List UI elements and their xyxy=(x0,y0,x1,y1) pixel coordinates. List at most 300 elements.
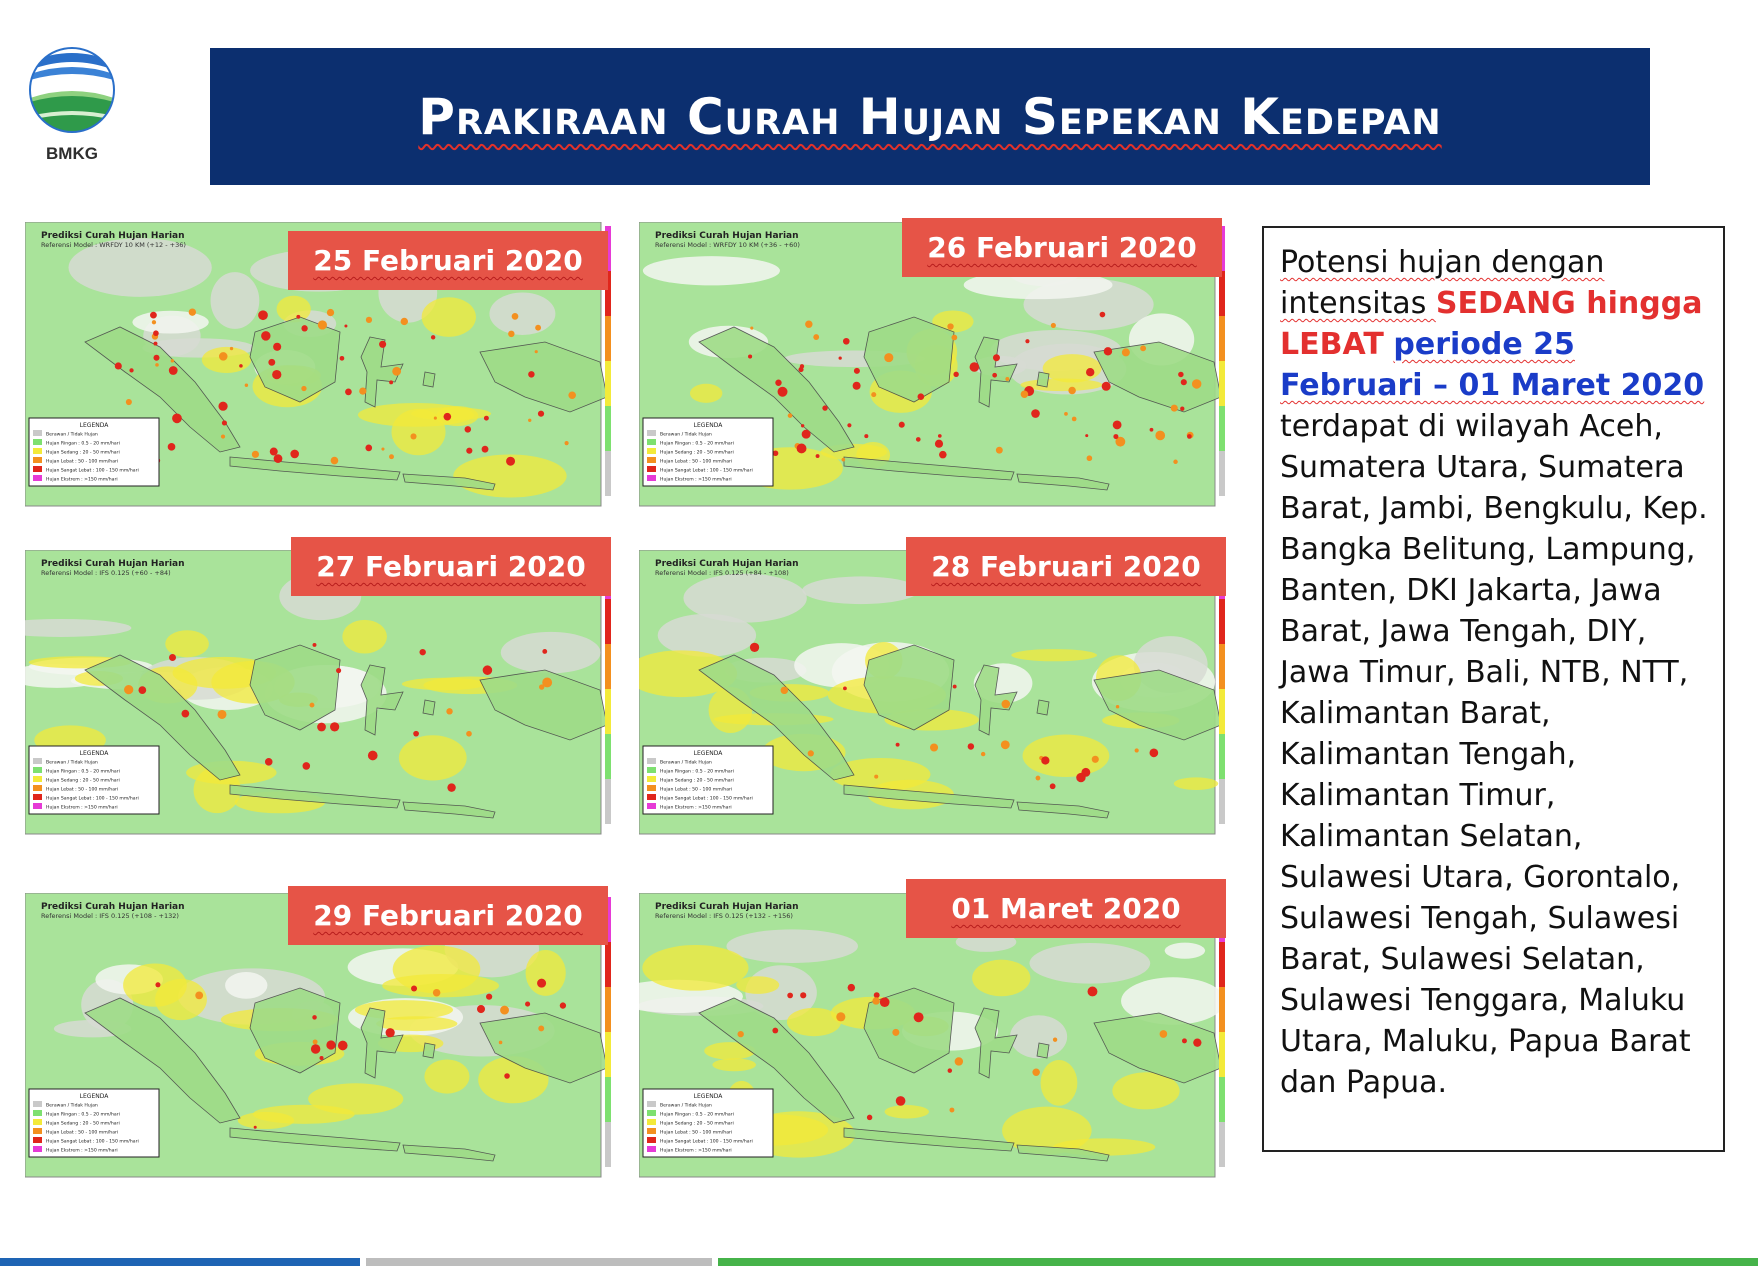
legend-swatch xyxy=(647,430,656,436)
legend-swatch xyxy=(647,1119,656,1125)
legend-label: Berawan / Tidak Hujan xyxy=(660,760,712,766)
moderate-rain-area xyxy=(392,409,446,455)
legend-swatch xyxy=(33,1146,42,1152)
heavy-rain-spot xyxy=(171,359,174,362)
heavy-rain-spot xyxy=(301,325,307,331)
legend-label: Berawan / Tidak Hujan xyxy=(660,432,712,438)
heavy-rain-spot xyxy=(413,731,419,737)
heavy-rain-spot xyxy=(222,420,227,425)
heavy-rain-spot xyxy=(312,1015,317,1020)
heavy-rain-spot xyxy=(365,445,372,452)
map-model: Referensi Model : IFS 0.125 (+132 - +156) xyxy=(655,912,793,920)
heavy-rain-spot xyxy=(150,312,157,319)
heavy-rain-spot xyxy=(181,710,189,718)
map-legend xyxy=(643,418,773,486)
heavy-rain-spot xyxy=(389,380,393,384)
legend-title: LEGENDA xyxy=(693,1093,723,1100)
legend-label: Berawan / Tidak Hujan xyxy=(46,1103,98,1109)
legend-label: Berawan / Tidak Hujan xyxy=(46,432,98,438)
moderate-rain-area xyxy=(123,964,187,1007)
heavy-rain-spot xyxy=(1051,323,1056,328)
heavy-rain-spot xyxy=(265,758,273,766)
map-model: Referensi Model : IFS 0.125 (+60 - +84) xyxy=(41,569,171,577)
legend-swatch xyxy=(647,785,656,791)
heavy-rain-spot xyxy=(992,373,997,378)
bmkg-globe-icon xyxy=(22,40,122,140)
heavy-rain-spot xyxy=(1100,312,1106,318)
date-badge: 01 Maret 2020 xyxy=(906,879,1226,938)
heavy-rain-spot xyxy=(867,1115,872,1120)
heavy-rain-spot xyxy=(839,357,842,360)
heavy-rain-spot xyxy=(508,331,514,337)
highlight-period: periode 25 Februari – 01 Maret 2020 xyxy=(1280,327,1705,403)
heavy-rain-spot xyxy=(1150,749,1159,758)
map-header xyxy=(41,902,185,920)
heavy-rain-spot xyxy=(535,350,538,353)
heavy-rain-spot xyxy=(953,372,958,377)
heavy-rain-spot xyxy=(738,1031,744,1037)
heavy-rain-spot xyxy=(126,399,132,405)
heavy-rain-spot xyxy=(447,783,455,791)
heavy-rain-spot xyxy=(1155,431,1165,441)
heavy-rain-spot xyxy=(916,437,921,442)
heavy-rain-spot xyxy=(842,458,846,462)
heavy-rain-spot xyxy=(153,330,159,336)
heavy-rain-spot xyxy=(446,708,452,714)
heavy-rain-spot xyxy=(538,411,544,417)
legend-swatch xyxy=(33,758,42,764)
map-header xyxy=(41,231,186,249)
heavy-rain-spot xyxy=(775,380,781,386)
heavy-rain-spot xyxy=(1085,434,1088,437)
map-model: Referensi Model : IFS 0.125 (+84 - +108) xyxy=(655,569,789,577)
heavy-rain-spot xyxy=(290,450,299,459)
heavy-rain-spot xyxy=(1140,345,1146,351)
heavy-rain-spot xyxy=(781,687,788,694)
heavy-rain-spot xyxy=(813,334,819,340)
heavy-rain-spot xyxy=(750,327,753,330)
heavy-rain-spot xyxy=(1001,700,1010,709)
heavy-rain-spot xyxy=(542,649,547,654)
cloud-area xyxy=(501,632,601,674)
heavy-rain-spot xyxy=(935,440,943,448)
moderate-rain-area xyxy=(642,945,748,991)
heavy-rain-spot xyxy=(338,1041,348,1051)
heavy-rain-spot xyxy=(219,352,228,361)
heavy-rain-spot xyxy=(528,371,534,377)
heavy-rain-spot xyxy=(155,982,160,987)
heavy-rain-spot xyxy=(500,1006,509,1015)
heavy-rain-spot xyxy=(1072,417,1077,422)
legend-label: Hujan Sangat Lebat : 100 - 150 mm/hari xyxy=(46,468,139,474)
heavy-rain-spot xyxy=(918,393,925,400)
heavy-rain-spot xyxy=(311,1044,320,1053)
heavy-rain-spot xyxy=(296,315,300,319)
legend-label: Hujan Ringan : 0.5 - 20 mm/hari xyxy=(660,1112,734,1118)
island-outline xyxy=(423,1043,435,1058)
map-legend xyxy=(643,1089,773,1157)
heavy-rain-spot xyxy=(313,1039,318,1044)
heavy-rain-spot xyxy=(230,347,233,350)
moderate-rain-area xyxy=(1041,1060,1078,1106)
heavy-rain-spot xyxy=(1113,434,1118,439)
legend-label: Hujan Sangat Lebat : 100 - 150 mm/hari xyxy=(660,1139,753,1145)
heavy-rain-spot xyxy=(1187,434,1192,439)
heavy-rain-spot xyxy=(949,1108,954,1113)
heavy-rain-spot xyxy=(805,321,812,328)
heavy-rain-spot xyxy=(853,382,861,390)
legend-swatch xyxy=(33,803,42,809)
legend-swatch xyxy=(33,1137,42,1143)
heavy-rain-spot xyxy=(274,454,283,463)
heavy-rain-spot xyxy=(968,743,974,749)
heavy-rain-spot xyxy=(1076,773,1085,782)
heavy-rain-spot xyxy=(1171,405,1178,412)
legend-label: Hujan Ekstrem : >150 mm/hari xyxy=(660,805,732,811)
heavy-rain-spot xyxy=(389,454,394,459)
moderate-rain-area xyxy=(165,630,209,657)
legend-label: Hujan Ringan : 0.5 - 20 mm/hari xyxy=(46,1112,120,1118)
legend-swatch xyxy=(33,430,42,436)
heavy-rain-spot xyxy=(874,775,878,779)
bmkg-logo xyxy=(22,40,122,170)
heavy-rain-spot xyxy=(981,752,985,756)
heavy-rain-spot xyxy=(317,723,326,732)
heavy-rain-spot xyxy=(1086,368,1094,376)
heavy-rain-spot xyxy=(419,649,425,655)
heavy-rain-spot xyxy=(1193,1039,1201,1047)
date-badge: 25 Februari 2020 xyxy=(288,231,608,290)
heavy-rain-spot xyxy=(366,317,372,323)
cloud-area xyxy=(489,293,555,336)
heavy-rain-spot xyxy=(155,363,159,367)
legend-label: Hujan Lebat : 50 - 100 mm/hari xyxy=(46,787,119,793)
legend-label: Berawan / Tidak Hujan xyxy=(660,1103,712,1109)
legend-swatch xyxy=(647,776,656,782)
heavy-rain-spot xyxy=(896,1096,906,1106)
heavy-rain-spot xyxy=(822,405,827,410)
heavy-rain-spot xyxy=(1181,379,1187,385)
heavy-rain-spot xyxy=(320,1056,324,1060)
heavy-rain-spot xyxy=(169,366,178,375)
heavy-rain-spot xyxy=(326,1040,335,1049)
heavy-rain-spot xyxy=(938,434,942,438)
page-title: Prakiraan Curah Hujan Sepekan Kedepan xyxy=(418,87,1442,146)
heavy-rain-spot xyxy=(864,434,868,438)
footer-stripe-green xyxy=(718,1258,1758,1266)
heavy-rain-spot xyxy=(129,368,133,372)
legend-label: Hujan Sedang : 20 - 50 mm/hari xyxy=(46,450,120,456)
heavy-rain-spot xyxy=(535,325,541,331)
heavy-rain-spot xyxy=(254,1126,257,1129)
legend-label: Hujan Lebat : 50 - 100 mm/hari xyxy=(46,1130,119,1136)
heavy-rain-spot xyxy=(381,447,384,450)
moderate-rain-area xyxy=(526,950,566,996)
legend-label: Hujan Ringan : 0.5 - 20 mm/hari xyxy=(660,769,734,775)
heavy-rain-spot xyxy=(368,751,378,761)
legend-swatch xyxy=(33,439,42,445)
date-badge: 27 Februari 2020 xyxy=(291,537,611,596)
date-badge: 29 Februari 2020 xyxy=(288,886,608,945)
heavy-rain-spot xyxy=(1102,382,1111,391)
map-heading: Prediksi Curah Hujan Harian xyxy=(41,902,185,912)
heavy-rain-spot xyxy=(568,391,576,399)
map-heading: Prediksi Curah Hujan Harian xyxy=(655,902,799,912)
info-box xyxy=(1262,226,1725,1152)
island-outline xyxy=(1037,700,1049,715)
moderate-rain-area xyxy=(422,297,476,337)
heavy-rain-spot xyxy=(843,338,850,345)
heavy-rain-spot xyxy=(318,320,327,329)
legend-label: Hujan Ringan : 0.5 - 20 mm/hari xyxy=(46,441,120,447)
heavy-rain-spot xyxy=(268,359,275,366)
heavy-rain-spot xyxy=(843,686,847,690)
heavy-rain-spot xyxy=(896,743,900,747)
heavy-rain-spot xyxy=(947,323,953,329)
cloud-area xyxy=(643,256,780,285)
legend-swatch xyxy=(33,475,42,481)
map-header xyxy=(655,231,800,249)
heavy-rain-spot xyxy=(970,362,980,372)
heavy-rain-spot xyxy=(1021,391,1029,399)
heavy-rain-spot xyxy=(871,392,876,397)
heavy-rain-spot xyxy=(506,457,515,466)
legend-swatch xyxy=(33,448,42,454)
heavy-rain-spot xyxy=(466,448,472,454)
map-model: Referensi Model : IFS 0.125 (+108 - +132) xyxy=(41,912,179,920)
heavy-rain-spot xyxy=(340,356,345,361)
moderate-rain-area xyxy=(1174,777,1218,790)
legend-label: Hujan Sangat Lebat : 100 - 150 mm/hari xyxy=(660,468,753,474)
heavy-rain-spot xyxy=(482,446,489,453)
heavy-rain-spot xyxy=(953,685,957,689)
map-model: Referensi Model : WRFDY 10 KM (+36 - +60) xyxy=(655,241,800,249)
heavy-rain-spot xyxy=(899,422,905,428)
legend-label: Hujan Ekstrem : >150 mm/hari xyxy=(660,477,732,483)
heavy-rain-spot xyxy=(1150,428,1154,432)
heavy-rain-spot xyxy=(955,1057,963,1065)
heavy-rain-spot xyxy=(854,368,860,374)
heavy-rain-spot xyxy=(359,387,366,394)
map-model: Referensi Model : WRFDY 10 KM (+12 - +36) xyxy=(41,241,186,249)
heavy-rain-spot xyxy=(939,451,947,459)
heavy-rain-spot xyxy=(272,370,281,379)
moderate-rain-area xyxy=(424,1059,469,1093)
moderate-rain-area xyxy=(787,1008,841,1036)
moderate-rain-area xyxy=(277,296,311,323)
legend-label: Hujan Ringan : 0.5 - 20 mm/hari xyxy=(660,441,734,447)
heavy-rain-spot xyxy=(772,1028,778,1034)
heavy-rain-spot xyxy=(486,994,492,1000)
heavy-rain-spot xyxy=(345,389,352,396)
legend-swatch xyxy=(33,776,42,782)
legend-label: Hujan Lebat : 50 - 100 mm/hari xyxy=(660,1130,733,1136)
legend-label: Hujan Sedang : 20 - 50 mm/hari xyxy=(46,778,120,784)
heavy-rain-spot xyxy=(392,367,401,376)
map-legend xyxy=(29,418,159,486)
heavy-rain-spot xyxy=(484,416,489,421)
heavy-rain-spot xyxy=(434,417,437,420)
legend-swatch xyxy=(33,457,42,463)
legend-swatch xyxy=(647,457,656,463)
legend-swatch xyxy=(33,794,42,800)
moderate-rain-area xyxy=(1043,354,1102,382)
island-outline xyxy=(1037,372,1049,387)
footer-stripe-gray xyxy=(366,1258,712,1266)
moderate-rain-area xyxy=(253,1105,355,1124)
heavy-rain-spot xyxy=(884,353,893,362)
heavy-rain-spot xyxy=(1005,377,1009,381)
map-heading: Prediksi Curah Hujan Harian xyxy=(655,231,799,241)
heavy-rain-spot xyxy=(892,1029,899,1036)
heavy-rain-spot xyxy=(410,433,416,439)
cloud-area xyxy=(1029,943,1150,984)
heavy-rain-spot xyxy=(1113,421,1122,430)
highlight-lebat: LEBAT xyxy=(1280,327,1384,362)
moderate-rain-area xyxy=(1011,649,1097,661)
heavy-rain-spot xyxy=(1087,455,1093,461)
heavy-rain-spot xyxy=(327,309,334,316)
heavy-rain-spot xyxy=(816,454,820,458)
heavy-rain-spot xyxy=(221,434,225,438)
heavy-rain-spot xyxy=(386,1028,395,1037)
map-header xyxy=(655,559,799,577)
heavy-rain-spot xyxy=(1036,776,1041,781)
moderate-rain-area xyxy=(399,735,467,780)
moderate-rain-area xyxy=(736,976,779,994)
moderate-rain-area xyxy=(393,945,481,993)
cloud-area xyxy=(225,972,267,999)
legend-swatch xyxy=(33,1128,42,1134)
map-heading: Prediksi Curah Hujan Harian xyxy=(655,559,799,569)
heavy-rain-spot xyxy=(1088,987,1098,997)
legend-swatch xyxy=(33,1101,42,1107)
heavy-rain-spot xyxy=(930,743,938,751)
heavy-rain-spot xyxy=(787,993,793,999)
legend-swatch xyxy=(647,1101,656,1107)
heavy-rain-spot xyxy=(270,448,278,456)
heavy-rain-spot xyxy=(477,1005,485,1013)
heavy-rain-spot xyxy=(808,750,814,756)
heavy-rain-spot xyxy=(797,444,807,454)
heavy-rain-spot xyxy=(1104,347,1112,355)
heavy-rain-spot xyxy=(433,989,441,997)
logo-text: BMKG xyxy=(46,144,98,163)
cloud-area xyxy=(658,614,756,657)
heavy-rain-spot xyxy=(1122,348,1130,356)
heavy-rain-spot xyxy=(512,313,519,320)
heavy-rain-spot xyxy=(261,331,270,340)
heavy-rain-spot xyxy=(172,413,182,423)
heavy-rain-spot xyxy=(401,318,408,325)
date-badge: 28 Februari 2020 xyxy=(906,537,1226,596)
heavy-rain-spot xyxy=(465,426,472,433)
heavy-rain-spot xyxy=(1064,412,1068,416)
heavy-rain-spot xyxy=(1092,756,1099,763)
legend-label: Hujan Ekstrem : >150 mm/hari xyxy=(660,1148,732,1154)
legend-label: Hujan Ekstrem : >150 mm/hari xyxy=(46,477,118,483)
island-outline xyxy=(1037,1043,1049,1058)
map-heading: Prediksi Curah Hujan Harian xyxy=(41,559,185,569)
heavy-rain-spot xyxy=(542,678,552,688)
heavy-rain-spot xyxy=(750,643,759,652)
heavy-rain-spot xyxy=(537,979,546,988)
heavy-rain-spot xyxy=(330,722,339,731)
heavy-rain-spot xyxy=(1173,460,1177,464)
heavy-rain-spot xyxy=(466,731,472,737)
heavy-rain-spot xyxy=(802,430,811,439)
legend-label: Hujan Ekstrem : >150 mm/hari xyxy=(46,805,118,811)
heavy-rain-spot xyxy=(152,320,156,324)
heavy-rain-spot xyxy=(1068,387,1076,395)
moderate-rain-area xyxy=(712,1058,756,1071)
map-header xyxy=(41,559,185,577)
heavy-rain-spot xyxy=(801,424,804,427)
legend-swatch xyxy=(647,1110,656,1116)
heavy-rain-spot xyxy=(1160,1030,1168,1038)
highlight-sedang-hingga: SEDANG hingga xyxy=(1435,286,1703,321)
cloud-area xyxy=(802,576,919,604)
heavy-rain-spot xyxy=(168,443,176,451)
legend-label: Hujan Sedang : 20 - 50 mm/hari xyxy=(660,778,734,784)
heavy-rain-spot xyxy=(379,341,386,348)
moderate-rain-area xyxy=(972,960,1030,997)
legend-swatch xyxy=(647,767,656,773)
heavy-rain-spot xyxy=(301,386,306,391)
legend-label: Hujan Lebat : 50 - 100 mm/hari xyxy=(46,459,119,465)
moderate-rain-area xyxy=(690,384,722,403)
legend-title: LEGENDA xyxy=(79,750,109,757)
heavy-rain-spot xyxy=(239,364,243,368)
legend-title: LEGENDA xyxy=(693,422,723,429)
legend-label: Hujan Sangat Lebat : 100 - 150 mm/hari xyxy=(46,796,139,802)
map-heading: Prediksi Curah Hujan Harian xyxy=(41,231,185,241)
cloud-area xyxy=(132,311,208,334)
heavy-rain-spot xyxy=(169,654,176,661)
legend-swatch xyxy=(647,439,656,445)
map-legend xyxy=(643,746,773,814)
heavy-rain-spot xyxy=(880,997,890,1007)
moderate-rain-area xyxy=(1023,735,1110,777)
heavy-rain-spot xyxy=(560,1002,566,1008)
heavy-rain-spot xyxy=(1116,705,1119,708)
heavy-rain-spot xyxy=(483,665,493,675)
heavy-rain-spot xyxy=(195,991,203,999)
heavy-rain-spot xyxy=(1050,783,1056,789)
legend-swatch xyxy=(33,1110,42,1116)
legend-swatch xyxy=(33,1119,42,1125)
heavy-rain-spot xyxy=(1135,748,1139,752)
legend-swatch xyxy=(647,448,656,454)
heavy-rain-spot xyxy=(153,355,159,361)
heavy-rain-spot xyxy=(847,423,851,427)
heavy-rain-spot xyxy=(1180,407,1184,411)
heavy-rain-spot xyxy=(528,419,531,422)
map-legend xyxy=(29,746,159,814)
legend-swatch xyxy=(647,475,656,481)
legend-label: Hujan Lebat : 50 - 100 mm/hari xyxy=(660,459,733,465)
heavy-rain-spot xyxy=(1192,379,1201,388)
legend-swatch xyxy=(33,767,42,773)
heavy-rain-spot xyxy=(499,1041,503,1045)
info-regions: terdapat di wilayah Aceh, Sumatera Utara, Sumatera Barat, Jambi, Bengkulu, Kep. Bangka Belitung, Lampung, Banten, DKI Jakarta, Jawa Barat, Jawa Tengah, DIY, Jawa Timur, Bali, NTB, NTT, Kalimantan Barat, Kalimantan Tengah, Kalimantan Timur, Kalimantan Selatan, Sulawesi Utara, Gorontalo, Sulawesi Tengah, Sulawesi Barat, Sulawesi Selatan, Sulawesi Tenggara, Maluku Utara, Maluku, Papua Barat dan Papua. xyxy=(1280,409,1708,1100)
heavy-rain-spot xyxy=(411,985,417,991)
heavy-rain-spot xyxy=(1041,756,1049,764)
legend-label: Hujan Ekstrem : >150 mm/hari xyxy=(46,1148,118,1154)
heavy-rain-spot xyxy=(1032,1069,1039,1076)
title-banner xyxy=(210,48,1650,185)
heavy-rain-spot xyxy=(874,992,880,998)
